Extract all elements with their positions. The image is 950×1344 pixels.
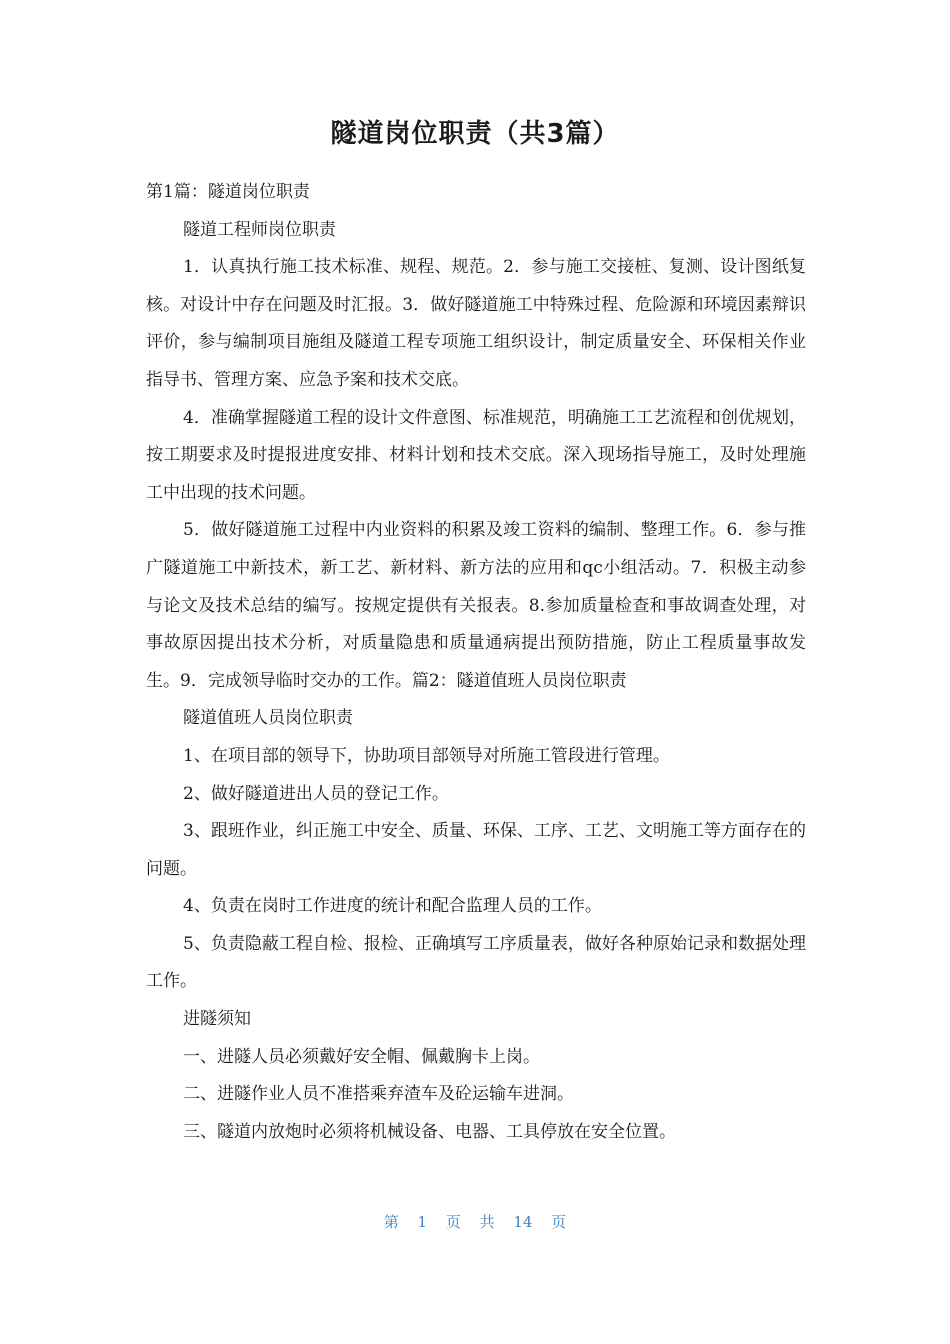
paragraph-15: 三、隧道内放炮时必须将机械设备、电器、工具停放在安全位置。 [183, 1121, 676, 1142]
paragraph-9: 3、跟班作业，纠正施工中安全、质量、环保、工序、工艺、文明施工等方面存在的问题。 [146, 821, 806, 879]
document-title: 隧道岗位职责（共3篇） [330, 119, 620, 149]
paragraph-8: 2、做好隧道进出人员的登记工作。 [183, 783, 449, 804]
document-body [146, 174, 806, 1151]
paragraph-7: 1、在项目部的领导下，协助项目部领导对所施工管段进行管理。 [183, 745, 670, 766]
paragraph-5: 5．做好隧道施工过程中内业资料的积累及竣工资料的编制、整理工作。6．参与推广隧道施工中新技术，新工艺、新材料、新方法的应用和qc小组活动。7．积极主动参与论文及技术总结的编写。按规定提供有关报表。8.参加质量检查和事故调查处理，对事故原因提出技术分析，对质量隐患和质量通病提出预防措施，防止工程质量事故发生。9．完成领导临时交办的工作。篇2：隧道值班人员岗位职责 [146, 520, 806, 691]
paragraph-3: 1．认真执行施工技术标准、规程、规范。2．参与施工交接桩、复测、设计图纸复核。对设计中存在问题及时汇报。3．做好隧道施工中特殊过程、危险源和环境因素辩识评价，参与编制项目施组及隧道工程专项施工组织设计，制定质量安全、环保相关作业指导书、管理方案、应急予案和技术交底。 [146, 257, 806, 390]
page-number-footer: 第 1 页 共 14 页 [383, 1213, 567, 1231]
paragraph-13: 一、进隧人员必须戴好安全帽、佩戴胸卡上岗。 [183, 1046, 540, 1067]
paragraph-1: 第1篇：隧道岗位职责 [146, 182, 310, 202]
paragraph-10: 4、负责在岗时工作进度的统计和配合监理人员的工作。 [183, 896, 602, 917]
paragraph-2: 隧道工程师岗位职责 [183, 219, 336, 240]
paragraph-12: 进隧须知 [183, 1009, 251, 1030]
paragraph-14: 二、进隧作业人员不准搭乘弃渣车及砼运输车进洞。 [183, 1084, 574, 1105]
paragraph-4: 4．准确掌握隧道工程的设计文件意图、标准规范，明确施工工艺流程和创优规划，按工期要求及时提报进度安排、材料计划和技术交底。深入现场指导施工，及时处理施工中出现的技术问题。 [146, 407, 806, 503]
paragraph-11: 5、负责隐蔽工程自检、报检、正确填写工序质量表，做好各种原始记录和数据处理工作。 [146, 933, 806, 992]
paragraph-6: 隧道值班人员岗位职责 [183, 708, 353, 729]
